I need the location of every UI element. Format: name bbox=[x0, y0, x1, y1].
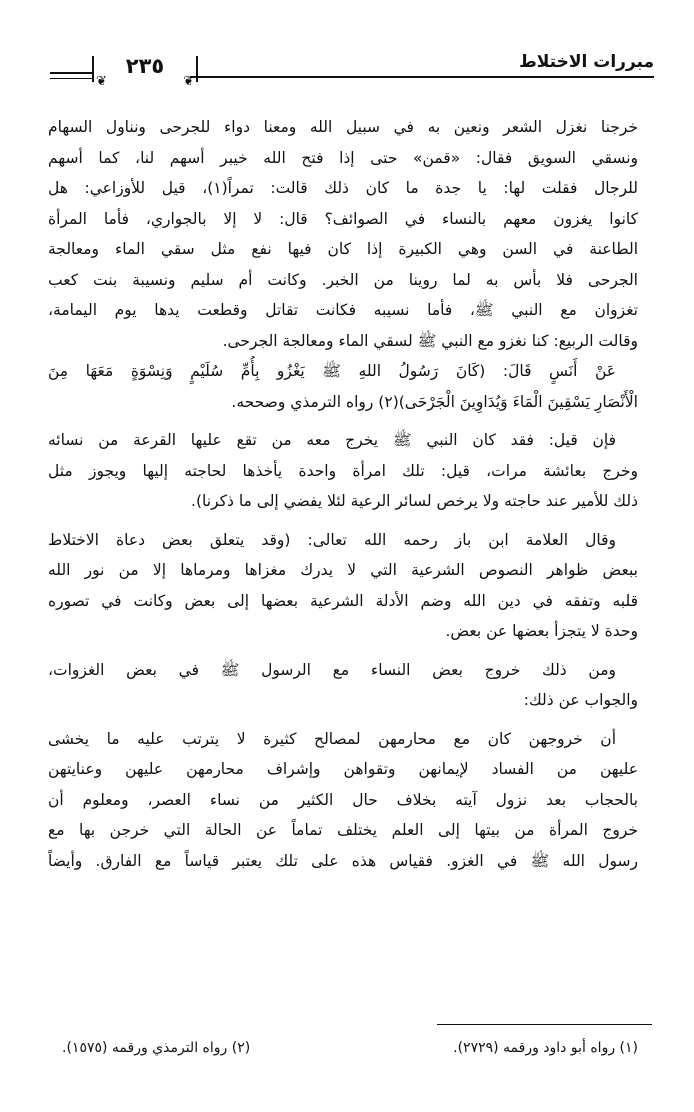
main-text bbox=[48, 112, 638, 876]
text-line: والجواب عن ذلك: bbox=[523, 691, 638, 709]
page-header bbox=[50, 48, 654, 100]
text-line: وحدة لا يتجزأ بعضها عن بعض. bbox=[445, 622, 638, 640]
text-line: أن خروجهن كان مع محارمهن لمصالح كثيرة لا يترتب عليه ما يخشى bbox=[48, 729, 616, 748]
text-line: تغزوان مع النبي ﷺ، فأما نسيبه فكانت تقاتل وقطعت يدها يوم اليمامة، bbox=[48, 301, 638, 319]
text-line: للرجال فقلت لها: يا جدة ما كان ذلك قالت: تمراً(١)، قيل للأوزاعي: هل bbox=[48, 179, 638, 197]
running-title: مبررات الاختلاط bbox=[519, 52, 654, 72]
page-number-frame bbox=[90, 54, 200, 88]
leaf-ornament-icon: ❦ bbox=[96, 74, 107, 89]
text-line: قلبه وتفقه في دين الله وضم الأدلة الشرعية بعضها إلى بعض وكانت في تصوره bbox=[48, 591, 638, 610]
text-line: كانوا يغزون معهم بالنساء في الصوائف؟ قال: لا إلا بالجواري، فأما المرأة bbox=[48, 209, 638, 228]
text-line: ومن ذلك خروج بعض النساء مع الرسول ﷺ في بعض الغزوات، bbox=[48, 660, 616, 679]
hadith-line: عَنْ أَنَسٍ قَالَ: (كَانَ رَسُولُ اللهِ ﷺ يَغْزُو بِأُمِّ سُلَيْمٍ وَنِسْوَةٍ مَعَهَا مِنَ bbox=[48, 362, 616, 380]
text-line: ونسقي السويق فقال: «قمن» حتى إذا فتح الله خيبر أسهم لنا، كما أسهم bbox=[48, 148, 638, 167]
header-double-rule bbox=[50, 72, 92, 79]
page-number: ٢٣٥ bbox=[125, 54, 165, 78]
text-line: خروج المرأة من بيتها إلى العلم يختلف تماماً عن الحالة التي خرجن بها مع bbox=[48, 821, 638, 839]
text-line: الجرحى فلا بأس به لما روينا من الخبر. وكانت أم سليم ونسيبة بنت كعب bbox=[48, 270, 638, 289]
text-line: وقالت الربيع: كنا نغزو مع النبي ﷺ لسقي الماء ومعالجة الجرحى. bbox=[222, 331, 638, 350]
text-line: خرجنا نغزل الشعر ونعين به في سبيل الله ومعنا دواء للجرحى ونناول السهام bbox=[48, 118, 638, 136]
footnote-rule bbox=[437, 1024, 652, 1025]
footnotes bbox=[62, 1038, 638, 1058]
header-rule bbox=[190, 76, 654, 78]
text-line: رسول الله ﷺ في الغزو. فقياس هذه على تلك يعتبر قياساً مع الفارق. وأيضاً bbox=[48, 851, 638, 870]
text-line: وقال العلامة ابن باز رحمه الله تعالى: (وقد يتعلق بعض دعاة الاختلاط bbox=[48, 530, 616, 549]
leaf-ornament-icon: ❦ bbox=[183, 74, 194, 89]
text-line: ببعض ظواهر النصوص الشرعية التي لا يدرك مغزاها ومرماها إلا من نور الله bbox=[48, 561, 638, 579]
text-line: بالحجاب بعد نزول آيته بخلاف حال الكثير من نساء العصر، ومعلوم أن bbox=[48, 790, 638, 809]
text-line: ذلك للأمير عند حاجته ولا يرخص لسائر الرعية لئلا يفضي إلى ما ذكرنا). bbox=[191, 492, 638, 510]
footnote-2: (٢) رواه الترمذي ورقمه (١٥٧٥). bbox=[62, 1040, 251, 1056]
text-line: عليهن من الفساد لإيمانهن وتقواهن وإشراف محارمهن عليهن وعنايتهن bbox=[48, 760, 638, 778]
text-line: وخرج بعائشة مرات، قيل: تلك امرأة واحدة يأخذها لحاجته إليها ويجوز مثل bbox=[48, 461, 638, 480]
hadith-line: الْأَنْصَارِ يَسْقِينَ الْمَاءَ وَيُدَاوِينَ الْجَرْحَى)(٢) رواه الترمذي وصححه. bbox=[231, 392, 638, 411]
footnote-1: (١) رواه أبو داود ورقمه (٢٧٢٩). bbox=[453, 1040, 638, 1056]
text-line: الطاعنة في السن وهي الكبيرة إذا كان فيها نفع مثل سقي الماء ومعالجة bbox=[48, 240, 638, 258]
text-line: فإن قيل: فقد كان النبي ﷺ يخرج معه من تقع عليها القرعة من نسائه bbox=[48, 431, 616, 449]
